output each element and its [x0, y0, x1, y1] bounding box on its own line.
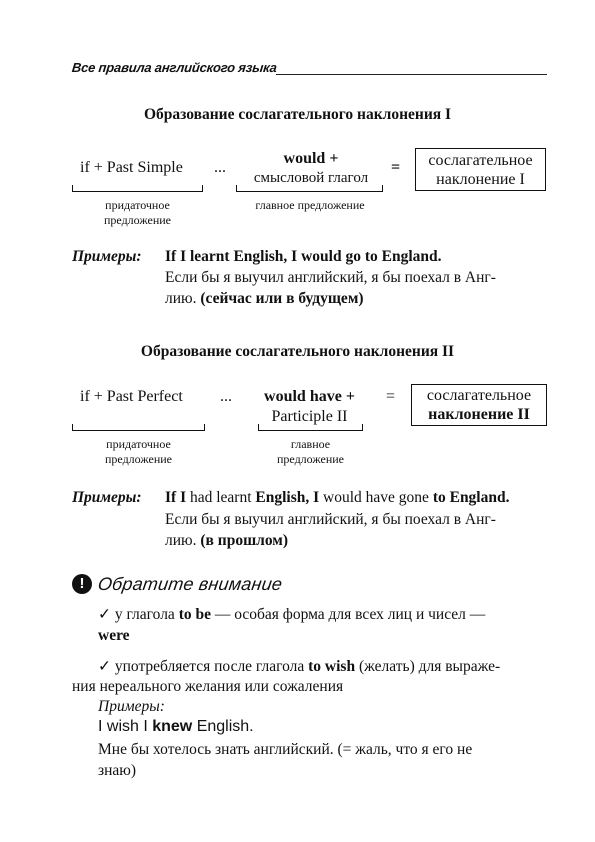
s2-main-label: [258, 437, 363, 467]
s1-example-ru-line2: [165, 289, 364, 309]
s1-main-line1: would +: [283, 150, 339, 167]
s1-sub-label-line1: придаточное: [105, 198, 170, 212]
s1-main-label: главное предложение: [255, 198, 365, 212]
s2-example-en-part2: had learnt: [189, 489, 252, 506]
note-example-en-prefix: I wish I: [98, 718, 153, 735]
s2-main-line1: would have +: [264, 388, 355, 405]
note-examples-label: Примеры:: [98, 698, 165, 715]
s1-example-ru-line1: Если бы я выучил английский, я бы поехал в Анг-: [165, 269, 496, 286]
s2-example-ru-line2: [165, 531, 288, 551]
note-example-en-bold: knew: [152, 718, 193, 735]
s2-main-line2: Participle II: [271, 408, 348, 425]
s2-example-en: [165, 488, 509, 508]
s2-main-label-line1: главное: [290, 437, 331, 451]
running-title: Все правила английского языка: [71, 60, 278, 75]
s1-ellipsis: ...: [214, 159, 226, 176]
s1-result-box: [415, 148, 546, 191]
s2-clause: if + Past Perfect: [80, 388, 183, 405]
s2-example-en-part4: would have gone: [323, 489, 429, 506]
note-item1-line2: were: [98, 627, 130, 644]
s2-example-ru-note: (в прошлом): [200, 532, 289, 549]
note-item1-text: ✓ у глагола: [98, 606, 179, 623]
note-item1-bold: to be: [178, 606, 211, 623]
note-item2-text: ✓ употребляется после глагола: [98, 658, 309, 675]
note-example-en-suffix: English.: [192, 718, 254, 735]
note-example-ru-line2: знаю): [98, 762, 137, 779]
s2-examples-label: Примеры:: [72, 489, 142, 506]
exclamation-circle-icon: !: [72, 574, 92, 594]
s2-result-line2: наклонение II: [428, 406, 530, 423]
section2-heading: Образование сослагательного наклонения II: [140, 343, 455, 360]
s1-result-line1: сослагательное: [428, 152, 533, 169]
s2-main-label-line2: предложение: [276, 452, 344, 466]
s2-example-en-part3: English, I: [251, 489, 324, 506]
s2-sub-label-line2: предложение: [104, 452, 172, 466]
s2-sub-label: [72, 437, 205, 467]
header-rule: [276, 74, 547, 75]
s2-example-en-part5: to England.: [428, 489, 510, 506]
s1-example-en: If I learnt English, I would go to England.: [165, 248, 442, 265]
s1-main-bracket: [236, 185, 383, 192]
s1-example-ru-prefix: лию.: [165, 290, 201, 307]
s2-example-ru-prefix: лию.: [165, 532, 201, 549]
note-item2-bold: to wish: [308, 658, 356, 675]
s1-equals: =: [391, 159, 401, 176]
note-example-ru-line1: Мне бы хотелось знать английский. (= жаль, что я его не: [98, 741, 473, 758]
section1-heading: Образование сослагательного наклонения I: [143, 106, 452, 123]
s2-result-line1: сослагательное: [426, 387, 532, 404]
s2-main-bracket: [258, 424, 363, 431]
s2-equals: =: [386, 388, 396, 405]
s2-example-ru-line1: Если бы я выучил английский, я бы поехал в Анг-: [165, 511, 496, 528]
s1-sub-label: [72, 198, 203, 228]
s1-examples-label: Примеры:: [72, 248, 142, 265]
s1-sub-label-line2: предложение: [103, 213, 171, 227]
s1-result-line2: наклонение I: [436, 171, 525, 188]
note-item2: [98, 657, 500, 677]
note-item1-rest: — особая форма для всех лиц и чисел —: [210, 606, 486, 623]
s2-sub-label-line1: придаточное: [106, 437, 171, 451]
s1-main-line2: смысловой глагол: [253, 170, 369, 186]
note-item2-line2: ния нереального желания или сожаления: [72, 678, 344, 695]
s2-example-en-part1: If I: [165, 489, 190, 506]
note-item1: [98, 605, 485, 625]
s1-example-ru-note: (сейчас или в будущем): [200, 290, 364, 307]
s1-sub-bracket: [72, 185, 203, 192]
s1-clause: if + Past Simple: [80, 159, 183, 176]
note-title: Обратите внимание: [96, 574, 284, 594]
s2-sub-bracket: [72, 424, 205, 431]
note-item2-rest: (желать) для выраже-: [355, 658, 501, 675]
s2-result-box: [411, 384, 547, 426]
s2-ellipsis: ...: [220, 388, 232, 405]
note-example-en: [98, 718, 254, 736]
